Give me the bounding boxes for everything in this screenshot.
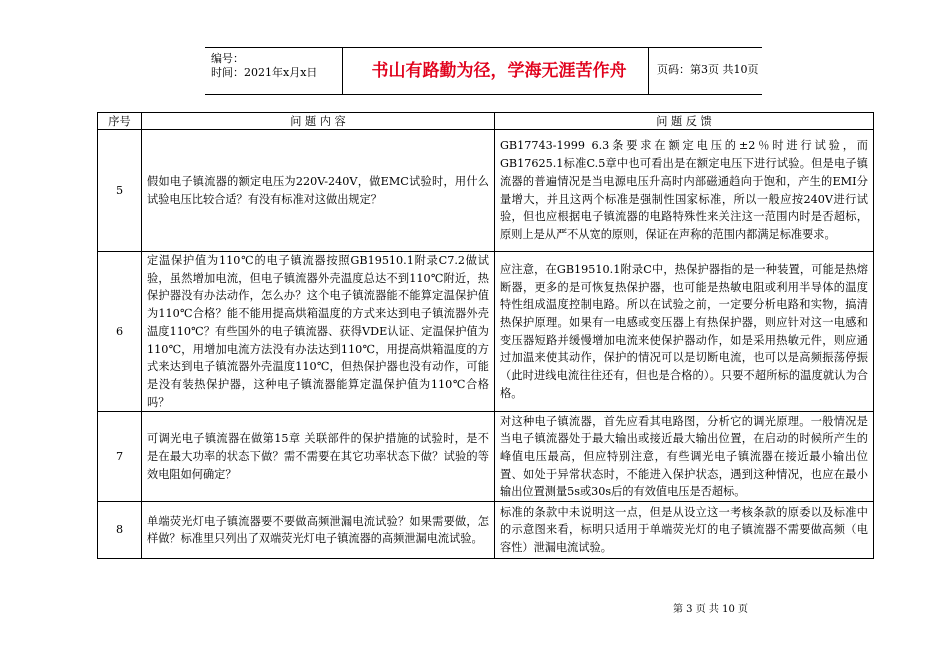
row-question: 单端荧光灯电子镇流器要不要做高频泄漏电流试验？如果需要做，怎样做？标准里只列出了双端荧光灯电子镇流器的高频泄漏电流试验。 [142,502,495,559]
row-number: 5 [98,130,142,252]
header-motto: 书山有路勤为径，学海无涯苦作舟 [371,61,627,81]
header-info [205,48,343,94]
header-divider [648,48,649,94]
row-answer: 标准的条款中未说明这一点，但是从设立这一考核条款的原委以及标准中的示意图来看，标明只适用于单端荧光灯的电子镇流器不需要做高频（电容性）泄漏电流试验。 [495,502,874,559]
row-question: 可调光电子镇流器在做第15章 关联部件的保护措施的试验时，是不是在最大功率的状态下做？需不需要在其它功率状态下做？试验的等效电阻如何确定？ [142,412,495,502]
table-header-row [98,113,874,130]
time-label: 时间：2021年x月x日 [211,66,318,79]
row-answer: 对这种电子镇流器，首先应看其电路图，分析它的调光原理。一般情况是当电子镇流器处于最大输出或接近最大输出位置，在启动的时候所产生的峰值电压最高，但应特别注意，有些调光电子镇流器在接近最小输出位置、如处于异常状态时，不能进入保护状态，遇到这种情况，也应在最小输出位置测量5s或30s后的有效值电压是否超标。 [495,412,874,502]
row-answer: 应注意，在GB19510.1附录C中，热保护器指的是一种装置，可能是热熔断器，更多的是可恢复热保护器，也可能是热敏电阻或利用半导体的温度特性组成温度控制电路。所以在试验之前，一定要分析电路和实物，搞清热保护原理。如果有一电感或变压器上有热保护器，则应针对这一电感和变压器短路并缓慢增加电流来使保护器动作，如是采用热敏元件，则应通过加温来使其动作，保护的情况可以是切断电流，也可以是高频振荡停振（此时进线电流往往还有，但也是合格的）。只要不超所标的温度就认为合格。 [495,252,874,412]
table-row [98,412,874,502]
qa-table [97,112,874,559]
table-row [98,252,874,412]
header-page-label: 页码：第3页 共10页 [657,63,759,76]
page-footer: 第 3 页 共 10 页 [673,604,748,615]
code-label: 编号： [211,52,244,65]
table-row [98,502,874,559]
row-question: 定温保护值为110℃的电子镇流器按照GB19510.1附录C7.2做试验，虽然增加电流，但电子镇流器外壳温度总达不到110℃附近，热保护器没有办法动作，怎么办？这个电子镇流器能不能算定温保护值为110℃合格？能不能用提高烘箱温度的方式来达到电子镇流器外壳温度110℃？有些国外的电子镇流器、获得VDE认证、定温保护值为110℃，用增加电流方法没有办法达到110℃，用提高烘箱温度的方式来达到电子镇流器外壳温度110℃，但热保护器也没有动作，可能是没有装热保护器，这种电子镇流器能算定温保护值为110℃合格吗？ [142,252,495,412]
row-number: 7 [98,412,142,502]
row-answer: GB17743-1999 6.3条要求在额定电压的±2％时进行试验，而GB17625.1标准C.5章中也可看出是在额定电压下进行试验。但是电子镇流器的普遍情况是当电源电压升高时内部磁通趋向于饱和，产生的EMI分量增大，并且这两个标准是强制性国家标准，所以一般应按240V进行试验，但也应根据电子镇流器的电路特殊性来关注这一范围内时是否超标，原则上是从严不从宽的原则，保证在声称的范围内都满足标准要求。 [495,130,874,252]
column-header-number: 序号 [98,113,142,130]
row-number: 6 [98,252,142,412]
row-question: 假如电子镇流器的额定电压为220V-240V，做EMC试验时，用什么试验电压比较合适？有没有标准对这做出规定？ [142,130,495,252]
column-header-question: 问 题 内 容 [142,113,495,130]
row-number: 8 [98,502,142,559]
document-header [205,47,762,95]
column-header-answer: 问 题 反 馈 [495,113,874,130]
table-row [98,130,874,252]
